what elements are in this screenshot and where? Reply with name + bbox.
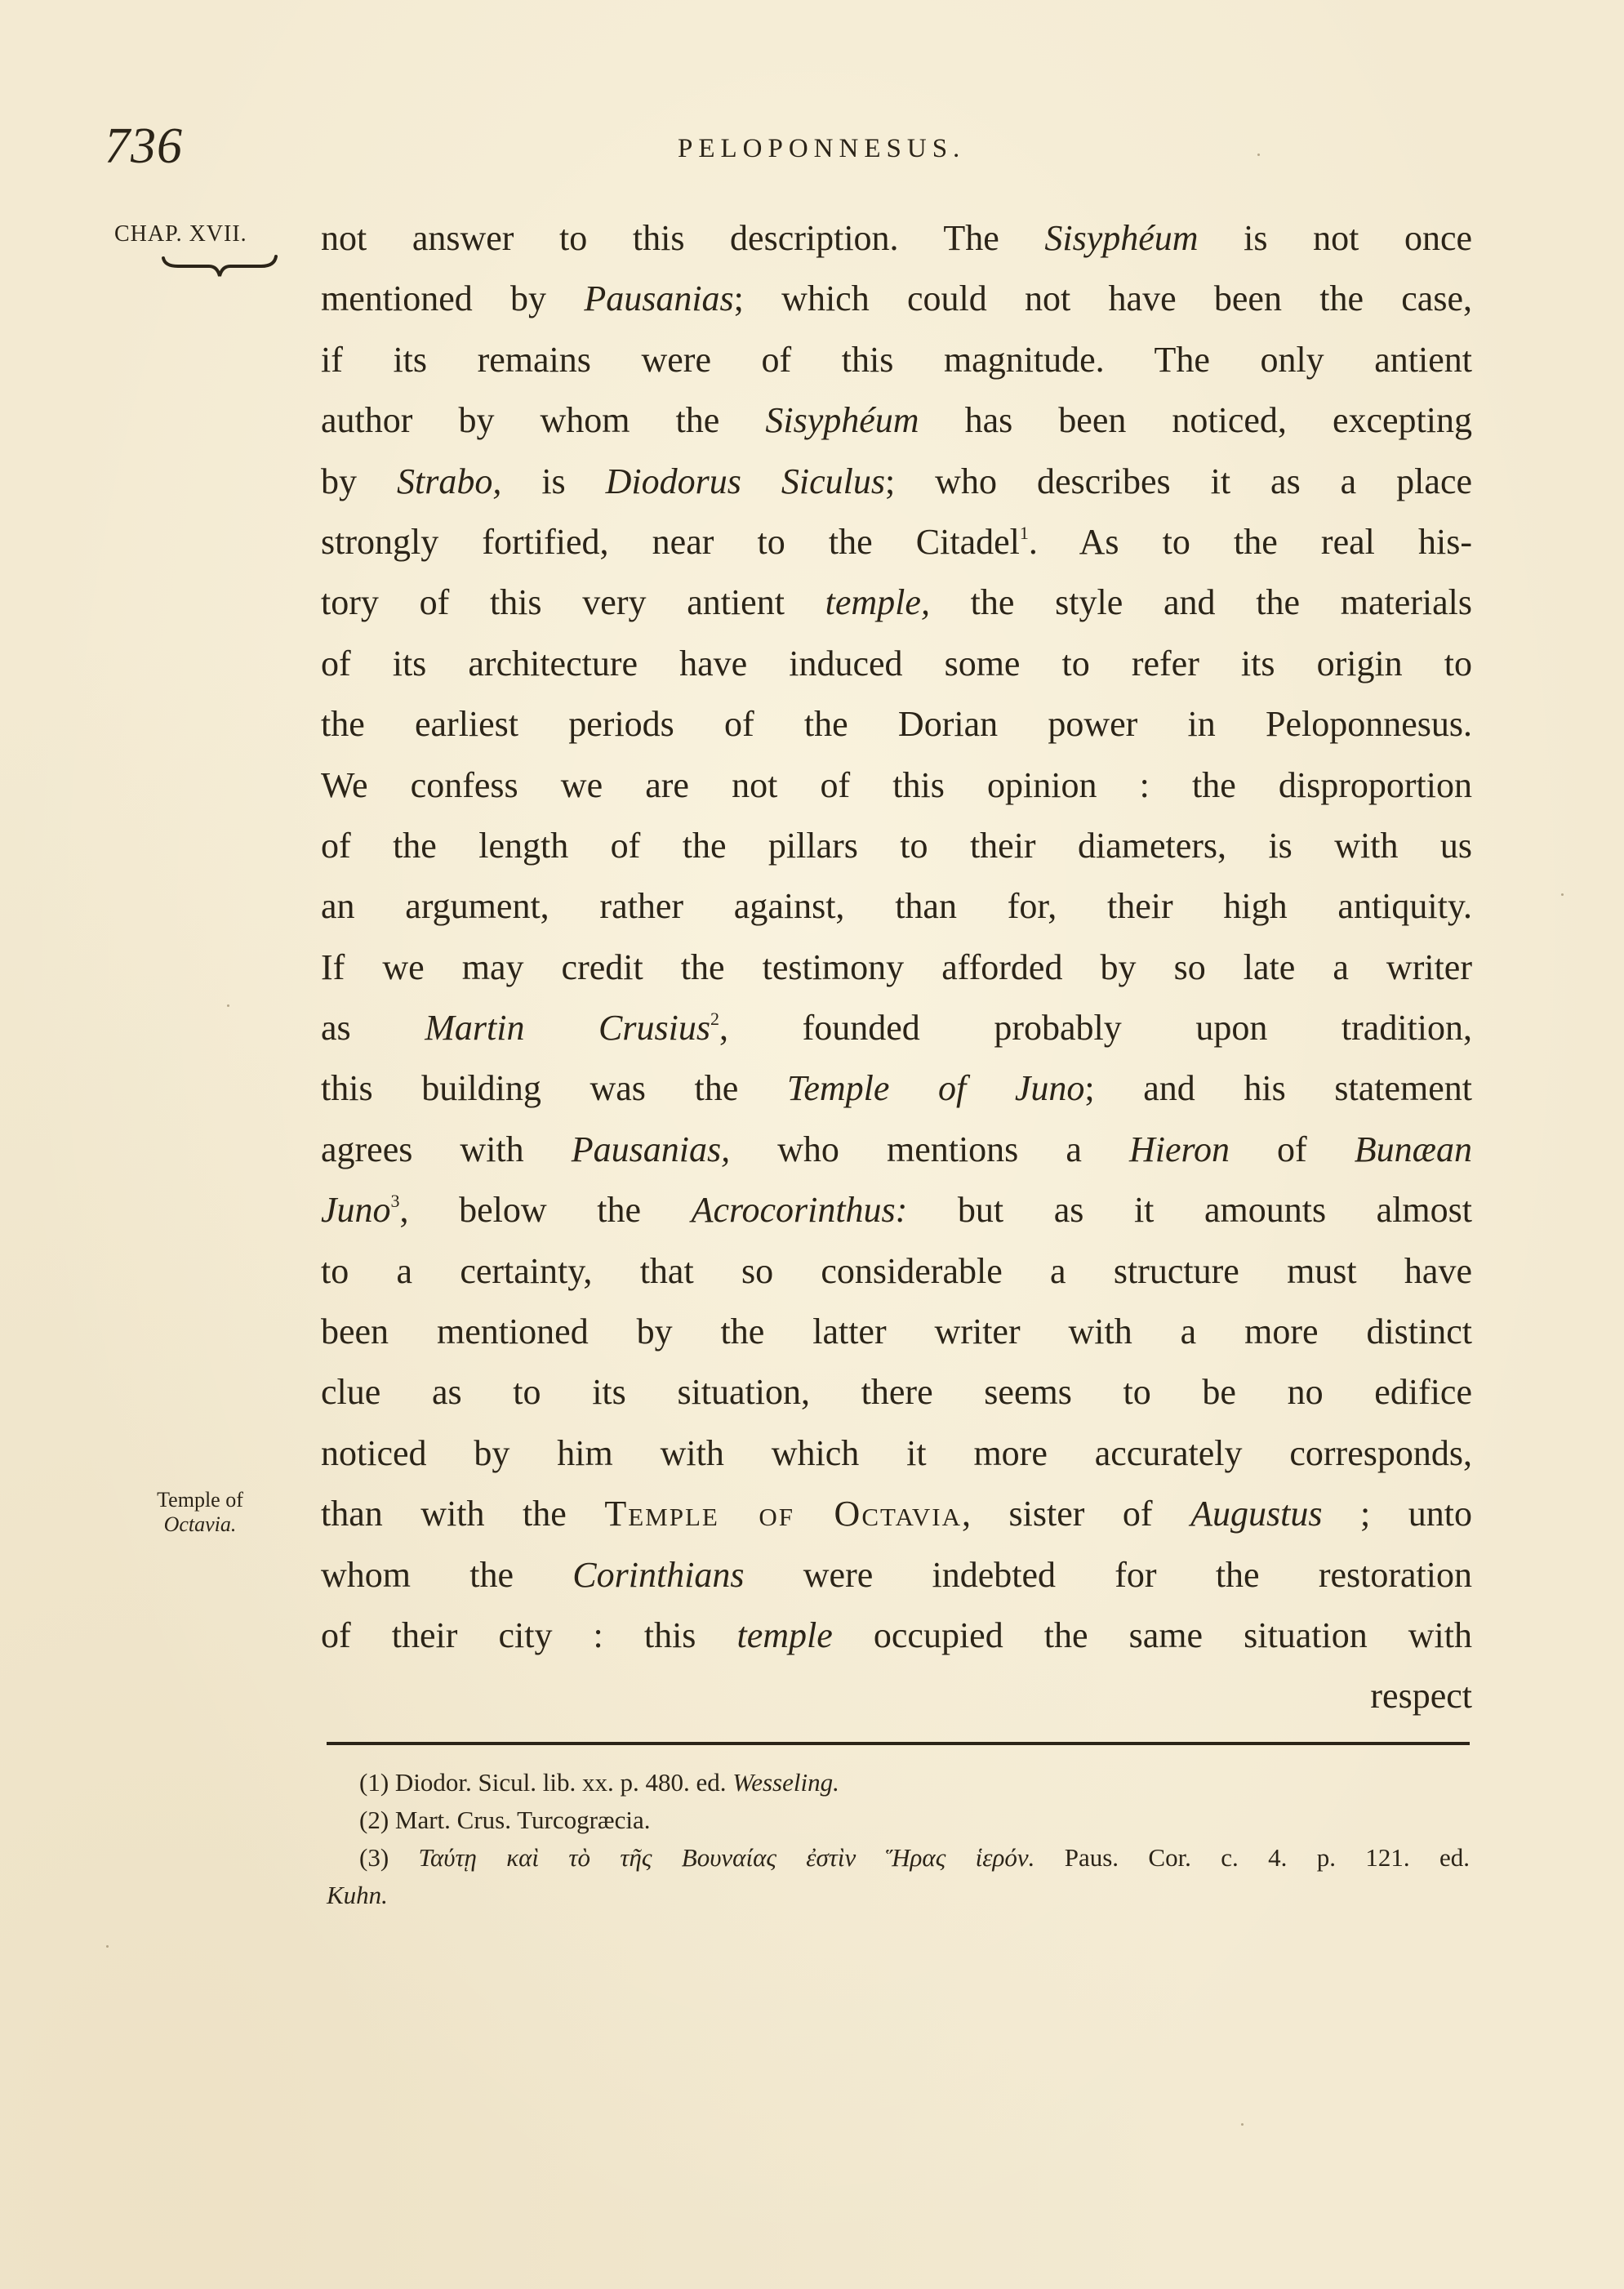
text-line: if its remains were of this magnitude. The only antient [321, 339, 1472, 380]
paper-speck [1241, 2123, 1244, 2126]
text-line: this building was the Temple of Juno; and his statement [321, 1068, 1472, 1109]
text-line: of the length of the pillars to their diameters, is with us [321, 825, 1472, 866]
body-text [321, 208, 1472, 1727]
text-line: as Martin Crusius$^2$, founded probably upon tradition, [321, 1008, 1473, 1049]
running-head: PELOPONNESUS. [678, 134, 966, 163]
catchword: respect [1370, 1676, 1472, 1717]
text-line: of its architecture have induced some to refer its origin to [321, 643, 1472, 684]
footnote-ref: 2 [710, 1009, 719, 1030]
text-line: the earliest periods of the Dorian power in Peloponnesus. [321, 704, 1472, 745]
text-line: We confess we are not of this opinion : the disproportion [321, 764, 1472, 805]
sidenote-line-1: Temple of [157, 1488, 243, 1512]
footnote-ref: 3 [390, 1191, 400, 1212]
footnote-ref: 1 [1019, 522, 1029, 543]
text-line: been mentioned by the latter writer with a more distinct [321, 1311, 1472, 1352]
text-line: to a certainty, that so considerable a structure must have [321, 1250, 1472, 1291]
paper-speck [227, 1004, 229, 1007]
text-line: If we may credit the testimony afforded by so late a writer [321, 946, 1472, 987]
text-line: of their city : this temple occupied the same situation with [321, 1614, 1473, 1655]
footnote-rule [327, 1742, 1470, 1745]
text-line: agrees with Pausanias, who mentions a Hieron of Bunæan [321, 1129, 1472, 1169]
text-line: noticed by him with which it more accurately corresponds, [321, 1432, 1472, 1473]
footnotes [327, 1764, 1470, 1914]
text-line: tory of this very antient temple, the style and the materials [321, 582, 1472, 623]
sidenote-line-2: Octavia. [163, 1512, 237, 1536]
footnote-1: (1) Diodor. Sicul. lib. xx. p. 480. ed. Wesseling. [359, 1768, 839, 1797]
text-line: whom the Corinthians were indebted for the restoration [321, 1554, 1472, 1595]
text-line: an argument, rather against, than for, their high antiquity. [321, 886, 1472, 927]
footnote-3-continuation: Kuhn. [327, 1881, 388, 1909]
paper-speck [1561, 893, 1564, 896]
text-line: mentioned by Pausanias; which could not have been the case, [321, 278, 1472, 319]
text-line: author by whom the Sisyphéum has been noticed, excepting [321, 400, 1472, 441]
text-line: strongly fortified, near to the Citadel$^1$. As to the real his- [321, 521, 1473, 562]
text-line: Juno$^3$, below the Acrocorinthus: but as it amounts almost [321, 1190, 1472, 1231]
text-line: than with the Temple of Octavia, sister of Augustus ; unto [321, 1494, 1472, 1534]
paper-speck [106, 1945, 109, 1948]
text-line: clue as to its situation, there seems to be no edifice [321, 1372, 1472, 1413]
paper-speck [1257, 154, 1260, 156]
chapter-label: CHAP. XVII. [114, 221, 247, 247]
page-number: 736 [105, 118, 183, 174]
text-line: by Strabo, is Diodorus Siculus; who describes it as a place [321, 461, 1472, 501]
brace-ornament-icon [162, 253, 278, 279]
footnote-3: (3) Ταύτῃ καὶ τὸ τῆς Βουναίας ἐστὶν Ἥρας ἱερόν. Paus. Cor. c. 4. p. 121. ed. [359, 1843, 1470, 1872]
text-line: not answer to this description. The Sisyphéum is not once [321, 218, 1473, 258]
footnote-2: (2) Mart. Crus. Turcogræcia. [359, 1806, 651, 1834]
sidenote-temple-of-octavia [122, 1488, 278, 1537]
